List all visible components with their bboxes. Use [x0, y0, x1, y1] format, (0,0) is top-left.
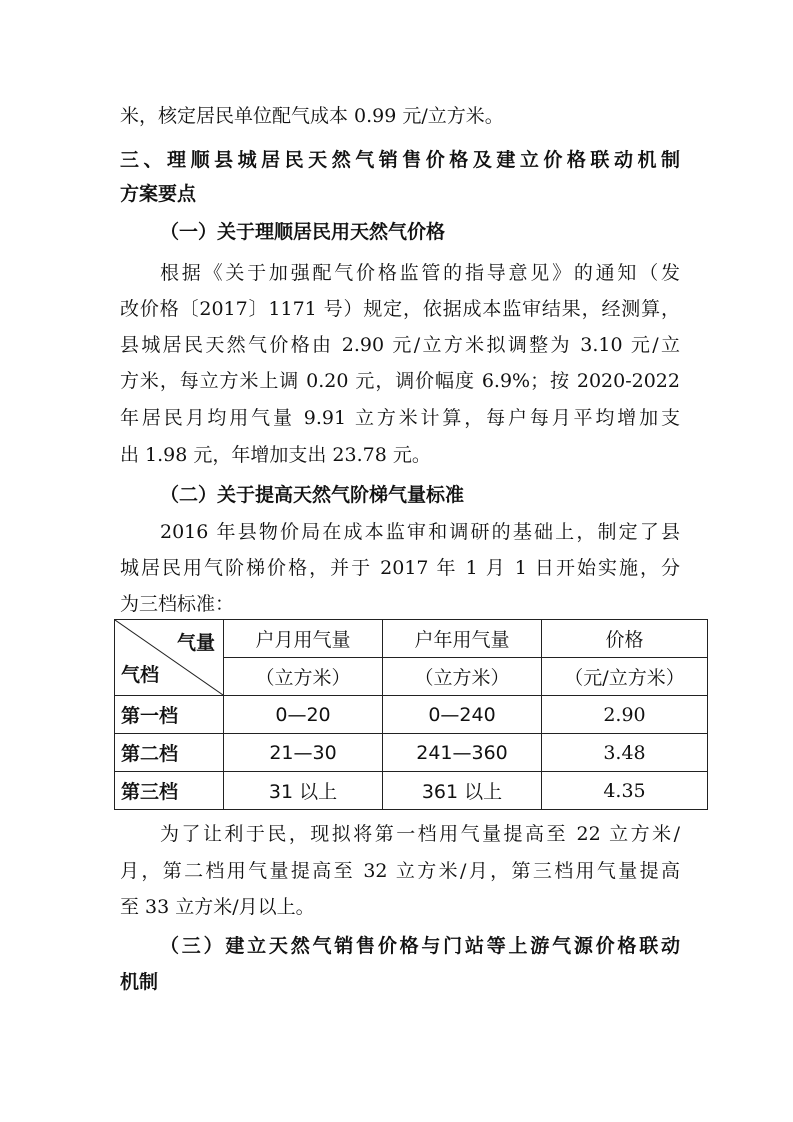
diagonal-header-cell: [115, 620, 224, 696]
paragraph-line: 年居民月均用气量 9.91 立方米计算，每户每月平均增加支: [120, 407, 680, 429]
paragraph-line: 为了让利于民，现拟将第一档用气量提高至 22 立方米/: [160, 823, 680, 845]
corner-label-volume: 气量: [176, 632, 215, 654]
paragraph-line: 城居民用气阶梯价格，并于 2017 年 1 月 1 日开始实施，分: [120, 557, 680, 579]
subheading-3-line: 机制: [120, 971, 159, 993]
tier-name: 第三档: [115, 772, 224, 810]
table-row: [115, 696, 708, 734]
paragraph-line: 月，第二档用气量提高至 32 立方米/月，第三档用气量提高: [120, 860, 680, 882]
monthly-volume: 0—20: [224, 696, 383, 734]
subheading-1: （一）关于理顺居民用天然气价格: [160, 221, 446, 243]
subheading-3-line: （三）建立天然气销售价格与门站等上游气源价格联动: [160, 935, 680, 957]
paragraph-line: 出 1.98 元，年增加支出 23.78 元。: [120, 444, 431, 466]
monthly-volume: 21—30: [224, 734, 383, 772]
table-row: [115, 734, 708, 772]
paragraph-line: 根据《关于加强配气价格监管的指导意见》的通知（发: [160, 262, 680, 284]
tier-name: 第一档: [115, 696, 224, 734]
header-cell: 户年用气量: [383, 620, 542, 658]
yearly-volume: 361 以上: [383, 772, 542, 810]
paragraph-line: 县城居民天然气价格由 2.90 元/立方米拟调整为 3.10 元/立: [120, 334, 680, 356]
paragraph-line: 方米，每立方米上调 0.20 元，调价幅度 6.9%；按 2020-2022: [120, 370, 680, 392]
header-cell: 价格: [542, 620, 708, 658]
subheading-2: （二）关于提高天然气阶梯气量标准: [160, 484, 465, 506]
tier-price: 2.90: [542, 696, 708, 734]
yearly-volume: 0—240: [383, 696, 542, 734]
table-header-row: [115, 620, 708, 658]
table-row: [115, 772, 708, 810]
gas-tier-table: [114, 619, 708, 810]
paragraph-line: 为三档标准：: [120, 593, 235, 615]
tier-price: 3.48: [542, 734, 708, 772]
section-heading-line: 三、理顺县城居民天然气销售价格及建立价格联动机制: [120, 149, 680, 171]
header-unit-cell: （元/立方米）: [542, 658, 708, 696]
header-unit-cell: （立方米）: [224, 658, 383, 696]
paragraph-line: 改价格〔2017〕1171 号）规定，依据成本监审结果，经测算，: [120, 298, 680, 320]
section-heading-line: 方案要点: [120, 183, 197, 205]
monthly-volume: 31 以上: [224, 772, 383, 810]
corner-label-tier: 气档: [121, 664, 160, 686]
yearly-volume: 241—360: [383, 734, 542, 772]
paragraph-line: 2016 年县物价局在成本监审和调研的基础上，制定了县: [160, 521, 680, 543]
tier-price: 4.35: [542, 772, 708, 810]
paragraph-line: 米，核定居民单位配气成本 0.99 元/立方米。: [120, 105, 504, 127]
header-cell: 户月用气量: [224, 620, 383, 658]
header-unit-cell: （立方米）: [383, 658, 542, 696]
tier-name: 第二档: [115, 734, 224, 772]
paragraph-line: 至 33 立方米/月以上。: [120, 896, 315, 918]
